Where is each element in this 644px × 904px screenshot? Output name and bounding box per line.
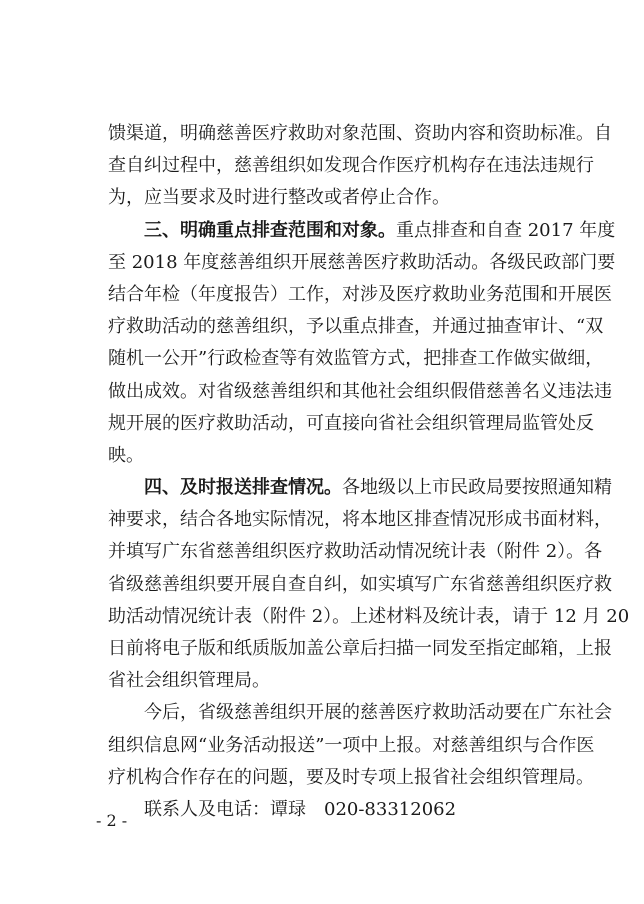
text-line: 助活动情况统计表（附件 2）。上述材料及统计表，请于 12 月 20 <box>108 605 630 627</box>
text-line: 查自纠过程中，慈善组织如发现合作医疗机构存在违法违规行 <box>108 155 594 177</box>
section-heading: 四、及时报送排查情况。 <box>144 477 342 499</box>
text-line: 馈渠道，明确慈善医疗救助对象范围、资助内容和资助标准。自 <box>108 123 612 144</box>
paragraph-section-four <box>108 472 630 697</box>
text-line <box>108 215 616 247</box>
text-line: 省级慈善组织要开展自查自纠，如实填写广东省慈善组织医疗救 <box>108 573 612 595</box>
text-line: 并填写广东省慈善组织医疗救助活动情况统计表（附件 2）。各 <box>108 541 603 563</box>
text-line: 神要求，结合各地实际情况，将本地区排查情况形成书面材料， <box>108 509 612 531</box>
paragraph-continuation <box>108 118 612 215</box>
contact-line: 联系人及电话：谭琭 020-83312062 <box>144 798 457 820</box>
page-number: - 2 - <box>96 811 128 830</box>
document-body <box>108 118 630 826</box>
text-line: 映。 <box>108 444 144 466</box>
text-line: 做出成效。对省级慈善组织和其他社会组织假借慈善名义违法违 <box>108 380 612 402</box>
text-line: 至 2018 年度慈善组织开展慈善医疗救助活动。各级民政部门要 <box>108 251 616 273</box>
text-line: 日前将电子版和纸质版加盖公章后扫描一同发至指定邮箱，上报 <box>108 638 612 659</box>
paragraph-contact <box>108 794 580 826</box>
paragraph-reporting <box>108 697 612 794</box>
text-line: 规开展的医疗救助活动，可直接向省社会组织管理局监管处反 <box>108 412 594 434</box>
paragraph-section-three <box>108 215 616 473</box>
text-line: 组织信息网“业务活动报送”一项中上报。对慈善组织与合作医 <box>108 734 595 756</box>
text-run: 重点排查和自查 2017 年度 <box>396 219 616 241</box>
text-line: 省社会组织管理局。 <box>108 670 270 692</box>
text-line <box>108 472 612 504</box>
text-run: 各地级以上市民政局要按照通知精 <box>342 477 612 499</box>
text-line: 结合年检（年度报告）工作，对涉及医疗救助业务范围和开展医 <box>108 283 612 305</box>
text-line: 今后，省级慈善组织开展的慈善医疗救助活动要在广东社会 <box>144 702 612 724</box>
text-line: 疗机构合作存在的问题，要及时专项上报省社会组织管理局。 <box>108 766 594 788</box>
text-line: 随机一公开”行政检查等有效监管方式，把排查工作做实做细， <box>108 348 604 370</box>
section-heading: 三、明确重点排查范围和对象。 <box>144 219 396 241</box>
text-line: 疗救助活动的慈善组织，予以重点排查，并通过抽查审计、“双 <box>108 316 604 338</box>
text-line: 为，应当要求及时进行整改或者停止合作。 <box>108 187 450 209</box>
